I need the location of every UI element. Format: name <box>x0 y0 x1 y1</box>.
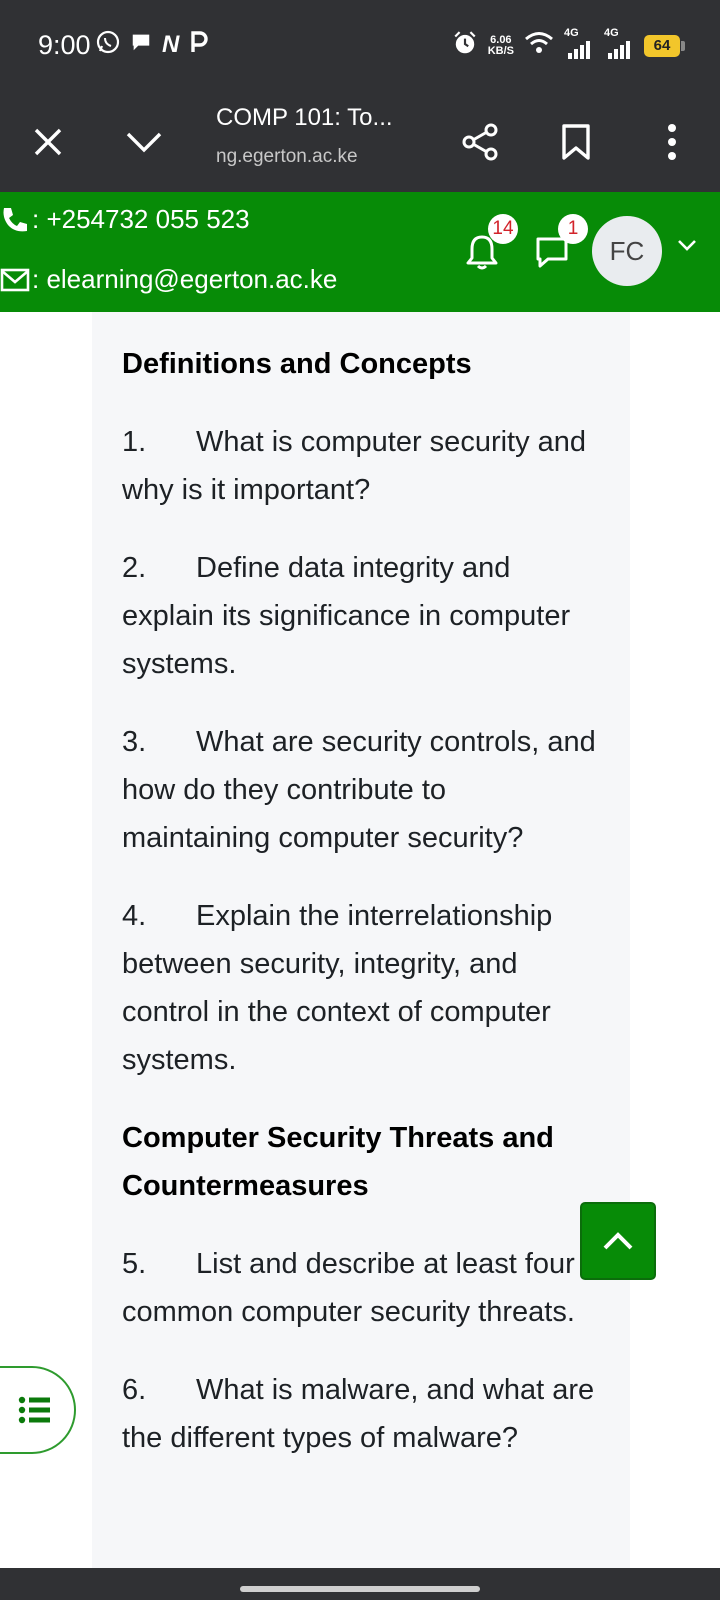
home-gesture-handle[interactable] <box>240 1586 480 1592</box>
back-to-top-button[interactable] <box>580 1202 656 1280</box>
question-item: 6. What is malware, and what are the different types of malware? <box>122 1374 595 1454</box>
chevron-down-icon <box>125 130 163 154</box>
notif-n-icon: N <box>162 30 180 58</box>
question-item: 4. Explain the interrelationship between security, integrity, and control in the context of computer systems. <box>122 900 553 1076</box>
question-item: 2. Define data integrity and explain its significance in computer systems. <box>122 552 571 680</box>
chevron-down-icon <box>676 238 698 252</box>
question-item: 1. What is computer security and why is it important? <box>122 426 587 506</box>
site-header <box>0 192 720 312</box>
message-icon <box>130 31 152 58</box>
status-bar <box>0 0 720 92</box>
bookmark-button[interactable] <box>548 114 604 170</box>
page-title[interactable]: COMP 101: To... <box>216 104 393 131</box>
share-icon <box>460 122 500 162</box>
question-item: 5. List and describe at least four common computer security threats. <box>122 1248 575 1328</box>
alarm-icon <box>452 30 478 61</box>
contact-email[interactable] <box>0 264 337 295</box>
wifi-icon <box>524 31 554 60</box>
system-nav-bar <box>0 1568 720 1600</box>
status-time: 9:00 <box>38 30 91 60</box>
content-area <box>92 312 630 1568</box>
network-speed: 6.06 KB/S <box>487 33 514 57</box>
more-options-button[interactable] <box>644 114 700 170</box>
section-heading: Definitions and Concepts <box>122 348 472 380</box>
signal-icon-2: 4G <box>604 33 634 59</box>
system-icons <box>452 26 680 61</box>
avatar[interactable]: FC <box>592 216 662 286</box>
contact-phone[interactable] <box>0 204 250 235</box>
mail-icon <box>0 267 30 293</box>
more-vert-icon <box>667 124 677 160</box>
list-icon <box>18 1395 52 1425</box>
email-address: : elearning@egerton.ac.ke <box>32 264 338 294</box>
notifications-button[interactable] <box>458 218 514 276</box>
notifications-badge: 14 <box>488 214 518 244</box>
question-item: 3. What are security controls, and how do they contribute to maintaining computer security? <box>122 726 596 854</box>
bookmark-icon <box>560 123 592 161</box>
browser-toolbar <box>0 92 720 192</box>
close-icon <box>32 126 64 158</box>
user-menu-toggle[interactable] <box>676 238 698 257</box>
table-of-contents-button[interactable] <box>0 1366 76 1454</box>
phone-icon <box>0 205 30 235</box>
share-button[interactable] <box>452 114 508 170</box>
close-button[interactable] <box>20 114 76 170</box>
p-icon <box>189 30 209 59</box>
notification-icons <box>96 30 209 59</box>
signal-icon: 4G <box>564 33 594 59</box>
phone-number: : +254732 055 523 <box>32 204 250 234</box>
chevron-up-icon <box>601 1230 635 1252</box>
section-heading: Computer Security Threats and Countermeasures <box>122 1122 554 1202</box>
messages-badge: 1 <box>558 214 588 244</box>
messages-button[interactable] <box>528 218 579 276</box>
minimize-button[interactable] <box>116 114 172 170</box>
battery-icon: 64 <box>644 35 680 57</box>
whatsapp-icon <box>96 30 120 59</box>
page-url[interactable]: ng.egerton.ac.ke <box>216 146 358 167</box>
